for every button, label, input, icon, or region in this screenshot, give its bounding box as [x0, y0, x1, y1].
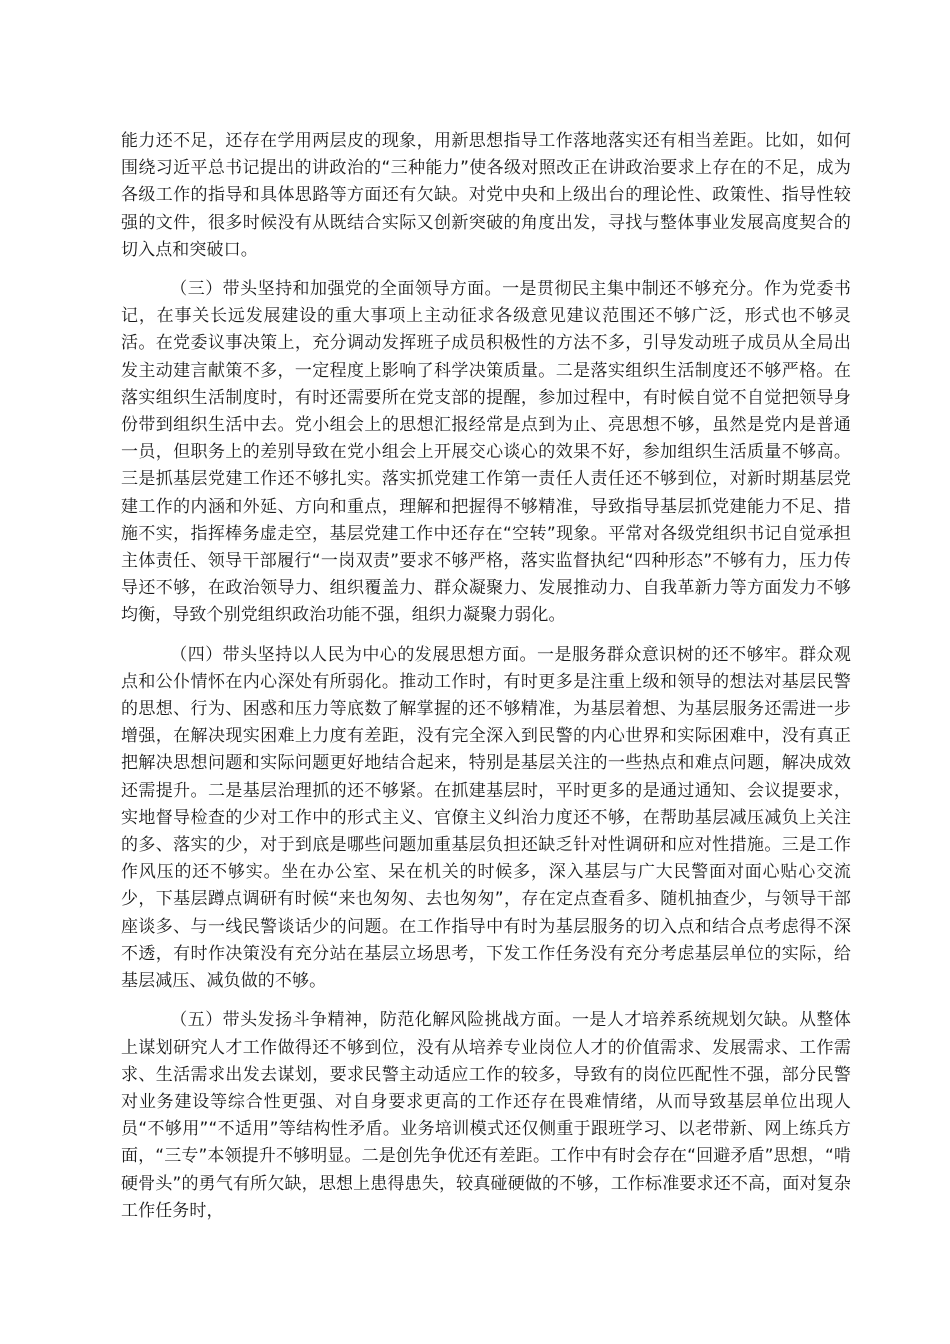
paragraph-section-3: （三）带头坚持和加强党的全面领导方面。一是贯彻民主集中制还不够充分。作为党委书记，在事关长远发展建设的重大事项上主动征求各级意见建议范围还不够广泛，形式也不够灵活。在党委议事决策上，充分调动发挥班子成员积极性的方法不多，引导发动班子成员从全局出发主动建言献策不多，一定程度上影响了科学决策质量。二是落实组织生活制度还不够严格。在落实组织生活制度时，有时还需要所在党支部的提醒，参加过程中，有时候自觉不自觉把领导身份带到组织生活中去。党小组会上的思想汇报经常是点到为止、亮思想不够，虽然是党内是普通一员，但职务上的差别导致在党小组会上开展交心谈心的效果不好，参加组织生活质量不够高。三是抓基层党建工作还不够扎实。落实抓党建工作第一责任人责任还不够到位，对新时期基层党建工作的内涵和外延、方向和重点，理解和把握得不够精准，导致指导基层抓党建能力不足、措施不实，指挥棒务虚走空，基层党建工作中还存在“空转”现象。平常对各级党组织书记自觉承担主体责任、领导干部履行“一岗双责”要求不够严格，落实监督执纪“四种形态”不够有力，压力传导还不够，在政治领导力、组织覆盖力、群众凝聚力、发展推动力、自我革新力等方面发力不够均衡，导致个别党组织政治功能不强，组织力凝聚力弱化。 [121, 279, 851, 626]
document-page [121, 128, 851, 1237]
paragraph-section-5: （五）带头发扬斗争精神，防范化解风险挑战方面。一是人才培养系统规划欠缺。从整体上谋划研究人才工作做得还不够到位，没有从培养专业岗位人才的价值需求、发展需求、工作需求、生活需求出发去谋划，要求民警主动适应工作的较多，导致有的岗位匹配性不强，部分民警对业务建设等综合性更强、对自身要求更高的工作还存在畏难情绪，从而导致基层单位出现人员“不够用”“不适用”等结构性矛盾。业务培训模式还仅侧重于跟班学习、以老带新、网上练兵方面，“三专”本领提升不够明显。二是创先争优还有差距。工作中有时会存在“回避矛盾”思想，“啃硬骨头”的勇气有所欠缺，思想上患得患失，较真碰硬做的不够，工作标准要求还不高，面对复杂工作任务时， [121, 1010, 851, 1221]
paragraph-section-4: （四）带头坚持以人民为中心的发展思想方面。一是服务群众意识树的还不够牢。群众观点和公仆情怀在内心深处有所弱化。推动工作时，有时更多是注重上级和领导的想法对基层民警的思想、行为、困惑和压力等底数了解掌握的还不够精准，为基层着想、为基层服务还需进一步增强，在解决现实困难上力度有差距，没有完全深入到民警的内心世界和实际困难中，没有真正把解决思想问题和实际问题更好地结合起来，特别是基层关注的一些热点和难点问题，解决成效还需提升。二是基层治理抓的还不够紧。在抓建基层时，平时更多的是通过通知、会议提要求，实地督导检查的少对工作中的形式主义、官僚主义纠治力度还不够，在帮助基层减压减负上关注的多、落实的少，对于到底是哪些问题加重基层负担还缺乏针对性调研和应对性措施。三是工作作风压的还不够实。坐在办公室、呆在机关的时候多，深入基层与广大民警面对面心贴心交流少，下基层蹲点调研有时候“来也匆匆、去也匆匆”，存在定点查看多、随机抽查少，与领导干部座谈多、与一线民警谈话少的问题。在工作指导中有时为基层服务的切入点和结合点考虑得不深不透，有时作决策没有充分站在基层立场思考，下发工作任务没有充分考虑基层单位的实际，给基层减压、减负做的不够。 [121, 644, 851, 992]
paragraph-continuation: 能力还不足，还存在学用两层皮的现象，用新思想指导工作落地落实还有相当差距。比如，如何围绕习近平总书记提出的讲政治的“三种能力”使各级对照改正在讲政治要求上存在的不足，成为各级工作的指导和具体思路等方面还有欠缺。对党中央和上级出台的理论性、政策性、指导性较强的文件，很多时候没有从既结合实际又创新突破的角度出发，寻找与整体事业发展高度契合的切入点和突破口。 [121, 131, 851, 260]
